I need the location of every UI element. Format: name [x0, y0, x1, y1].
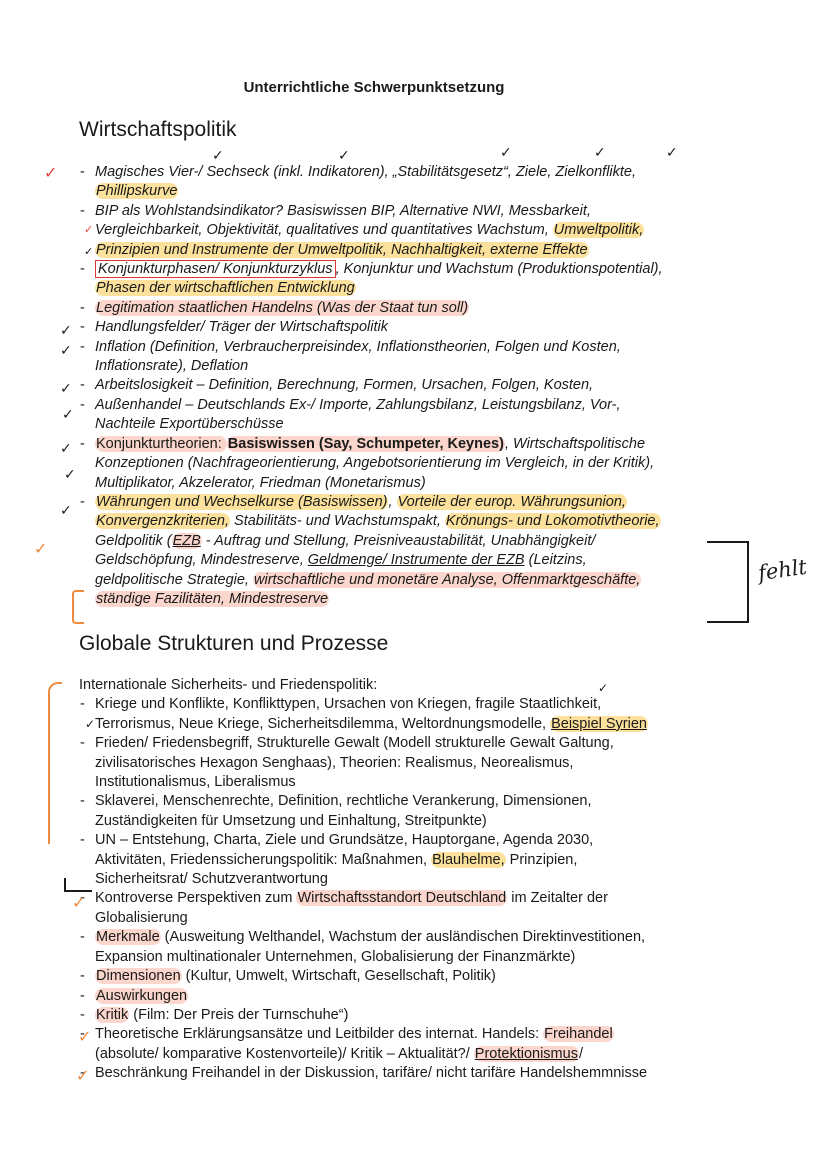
- list-item: [79, 695, 759, 734]
- list-item: [79, 338, 759, 377]
- item-text: im Zeitalter der: [507, 890, 608, 907]
- highlight: Auswirkungen: [96, 987, 188, 1004]
- highlight: Konjunkturtheorien:: [96, 435, 226, 452]
- item-text: - Auftrag und Stellung, Preisniveaustabilität, Unabhängigkeit/: [201, 532, 596, 549]
- list-item: [79, 928, 759, 967]
- list-item: [79, 202, 759, 260]
- highlight: Konvergenzkriterien,: [96, 513, 229, 530]
- bracket-annotation: [48, 682, 62, 844]
- item-text: , Wirtschaftspolitische: [504, 435, 646, 452]
- item-line: - UN – Entstehung, Charta, Ziele und Grundsätze, Hauptorgane, Agenda 2030,: [95, 832, 594, 849]
- item-text: (Ausweitung Welthandel, Wachstum der ausländischen Direktinvestitionen,: [160, 929, 646, 946]
- item-line: Nachteile Exportüberschüsse: [95, 416, 284, 433]
- check-icon: ✓: [44, 165, 58, 182]
- check-icon: ✓: [34, 541, 48, 558]
- item-line: - Beschränkung Freihandel in der Diskussion, tarifäre/ nicht tarifäre Handelshemmnisse: [95, 1065, 648, 1082]
- highlight: Phillipskurve: [96, 183, 178, 200]
- highlight: Beispiel Syrien: [551, 715, 647, 732]
- item-line: Institutionalismus, Liberalismus: [95, 774, 296, 791]
- tick-icon: ✓: [64, 466, 76, 482]
- tick-icon: ✓: [60, 380, 72, 396]
- highlight: Freihandel: [544, 1026, 613, 1043]
- highlight: Krönungs- und Lokomotivtheorie,: [445, 513, 660, 530]
- item-line: - Sklaverei, Menschenrechte, Definition, rechtliche Verankerung, Dimensionen,: [95, 793, 592, 810]
- underlined-text: EZB: [172, 532, 201, 549]
- item-text: Prinzipien,: [505, 851, 578, 868]
- item-line: Expansion multinationaler Unternehmen, Globalisierung der Finanzmärkte): [95, 948, 576, 965]
- list-item: [79, 1064, 759, 1083]
- item-text: Geldschöpfung, Mindestreserve,: [95, 552, 308, 569]
- list-item: [79, 493, 759, 609]
- wirtschaftspolitik-list: [79, 163, 759, 609]
- highlight: Wirtschaftsstandort Deutschland: [297, 890, 507, 907]
- tick-icon: ✓: [60, 502, 72, 518]
- list-item: [79, 831, 759, 889]
- item-text: (Leitzins,: [524, 552, 587, 569]
- tick-icon: ✓: [62, 406, 74, 422]
- check-icon: ✓: [76, 1068, 90, 1085]
- highlight: Protektionismus: [474, 1045, 578, 1062]
- boxed-text: Konjunkturphasen/ Konjunkturzyklus: [95, 260, 336, 278]
- globale-list: [79, 676, 759, 1084]
- list-item: [79, 376, 759, 395]
- item-text: (absolute/ komparative Kostenvorteile)/ Kritik – Aktualität?/: [95, 1045, 474, 1062]
- highlight: Merkmale: [96, 929, 160, 946]
- check-icon: ✓: [78, 1029, 92, 1046]
- item-line: - Frieden/ Friedensbegriff, Strukturelle Gewalt (Modell strukturelle Gewalt Galtung,: [95, 735, 614, 752]
- tick-icon: ✓: [212, 147, 224, 163]
- highlight: Blauhelme,: [432, 851, 505, 868]
- item-line: - Inflation (Definition, Verbraucherpreisindex, Inflationstheorien, Folgen und Kosten,: [95, 338, 621, 355]
- item-text: (Kultur, Umwelt, Wirtschaft, Gesellschaft, Politik): [181, 968, 496, 985]
- item-line: Multiplikator, Akzelerator, Friedman (Monetarismus): [95, 474, 426, 491]
- check-icon: ✓: [84, 224, 94, 236]
- bracket-annotation: [707, 541, 749, 623]
- tick-icon: ✓: [666, 144, 678, 160]
- highlight: Kritik: [96, 1006, 129, 1023]
- item-text: , Konjunktur und Wachstum (Produktionspotential),: [335, 261, 663, 278]
- item-line: Konzeptionen (Nachfrageorientierung, Angebotsorientierung im Vergleich, in der Kritik),: [95, 455, 655, 472]
- list-item: [79, 987, 759, 1006]
- highlight: wirtschaftliche und monetäre Analyse, Offenmarktgeschäfte,: [254, 571, 641, 588]
- list-item: [79, 435, 759, 493]
- tick-icon: ✓: [60, 342, 72, 358]
- underlined-text: Geldmenge/ Instrumente der EZB: [307, 552, 525, 569]
- section-heading-wirtschaftspolitik: Wirtschaftspolitik: [79, 118, 237, 141]
- list-item: [79, 1025, 759, 1064]
- list-item: [79, 163, 759, 202]
- tick-icon: ✓: [85, 717, 96, 731]
- bracket-annotation: [72, 590, 84, 624]
- item-line: Sicherheitsrat/ Schutzverantwortung: [95, 871, 328, 888]
- item-text: (Film: Der Preis der Turnschuhe“): [129, 1006, 349, 1023]
- tick-icon: ✓: [594, 144, 606, 160]
- item-text: Kontroverse Perspektiven zum: [95, 890, 297, 907]
- item-text: Aktivitäten, Friedenssicherungspolitik: Maßnahmen,: [95, 851, 432, 868]
- item-line: Zuständigkeiten für Umsetzung und Einhaltung, Streitpunkte): [95, 812, 487, 829]
- item-text: Vergleichbarkeit, Objektivität, qualitatives und quantitatives Wachstum,: [95, 222, 553, 239]
- item-text: Terrorismus, Neue Kriege, Sicherheitsdilemma, Weltordnungsmodelle,: [95, 715, 551, 732]
- item-line: zivilisatorisches Hexagon Senghaas), Theorien: Realismus, Neorealismus,: [95, 754, 574, 771]
- list-item: [79, 260, 759, 299]
- list-item: [79, 734, 759, 792]
- list-intro: [79, 676, 759, 695]
- tick-icon: ✓: [338, 147, 350, 163]
- item-text: ,: [388, 493, 397, 510]
- item-line: - Außenhandel – Deutschlands Ex-/ Importe, Zahlungsbilanz, Leistungsbilanz, Vor-,: [95, 396, 621, 413]
- list-item: [79, 967, 759, 986]
- page-title: Unterrichtliche Schwerpunktsetzung: [243, 79, 505, 96]
- handwritten-note: fehlt: [756, 554, 809, 586]
- list-item: [79, 792, 759, 831]
- highlight: Prinzipien und Instrumente der Umweltpolitik, Nachhaltigkeit, externe Effekte: [96, 241, 588, 258]
- item-line: Internationale Sicherheits- und Friedenspolitik:: [79, 677, 378, 693]
- item-line: Globalisierung: [95, 909, 188, 926]
- highlight: Vorteile der europ. Währungsunion,: [397, 493, 626, 510]
- tick-icon: ✓: [60, 322, 72, 338]
- list-item: [79, 889, 759, 928]
- highlight: Legitimation staatlichen Handelns (Was der Staat tun soll): [96, 299, 469, 316]
- item-text: geldpolitische Strategie,: [95, 571, 253, 588]
- tick-icon: ✓: [500, 144, 512, 160]
- item-line: - BIP als Wohlstandsindikator? Basiswissen BIP, Alternative NWI, Messbarkeit,: [95, 202, 591, 219]
- tick-icon: ✓: [84, 246, 94, 258]
- list-item: [79, 318, 759, 337]
- item-text: Stabilitäts- und Wachstumspakt,: [230, 513, 445, 530]
- highlight: Währungen und Wechselkurse (Basiswissen): [96, 493, 388, 510]
- highlight: Umweltpolitik,: [553, 222, 644, 239]
- item-line: - Arbeitslosigkeit – Definition, Berechnung, Formen, Ursachen, Folgen, Kosten,: [95, 377, 594, 394]
- list-item: [79, 396, 759, 435]
- list-item: [79, 299, 759, 318]
- check-icon: ✓: [72, 895, 86, 912]
- tick-icon: ✓: [598, 681, 609, 695]
- item-line: Inflationsrate), Deflation: [95, 358, 249, 375]
- item-line: - Handlungsfelder/ Träger der Wirtschaftspolitik: [95, 319, 388, 336]
- item-line: - Kriege und Konflikte, Konflikttypen, Ursachen von Kriegen, fragile Staatlichkeit,: [95, 696, 602, 713]
- item-line: - Magisches Vier-/ Sechseck (inkl. Indikatoren), „Stabilitätsgesetz“, Ziele, Zielkonflikte,: [95, 164, 637, 180]
- highlight-bold: Basiswissen (Say, Schumpeter, Keynes): [227, 435, 504, 452]
- item-text: /: [578, 1045, 583, 1062]
- tick-icon: ✓: [60, 440, 72, 456]
- highlight: ständige Fazilitäten, Mindestreserve: [96, 590, 329, 607]
- section-heading-globale-strukturen: Globale Strukturen und Prozesse: [79, 632, 389, 655]
- highlight: Dimensionen: [96, 968, 181, 985]
- highlight: Phasen der wirtschaftlichen Entwicklung: [96, 280, 355, 297]
- item-text: Theoretische Erklärungsansätze und Leitbilder des internat. Handels:: [95, 1026, 544, 1043]
- list-item: [79, 1006, 759, 1025]
- bracket-annotation: [64, 878, 92, 892]
- item-text: Geldpolitik (: [95, 532, 172, 549]
